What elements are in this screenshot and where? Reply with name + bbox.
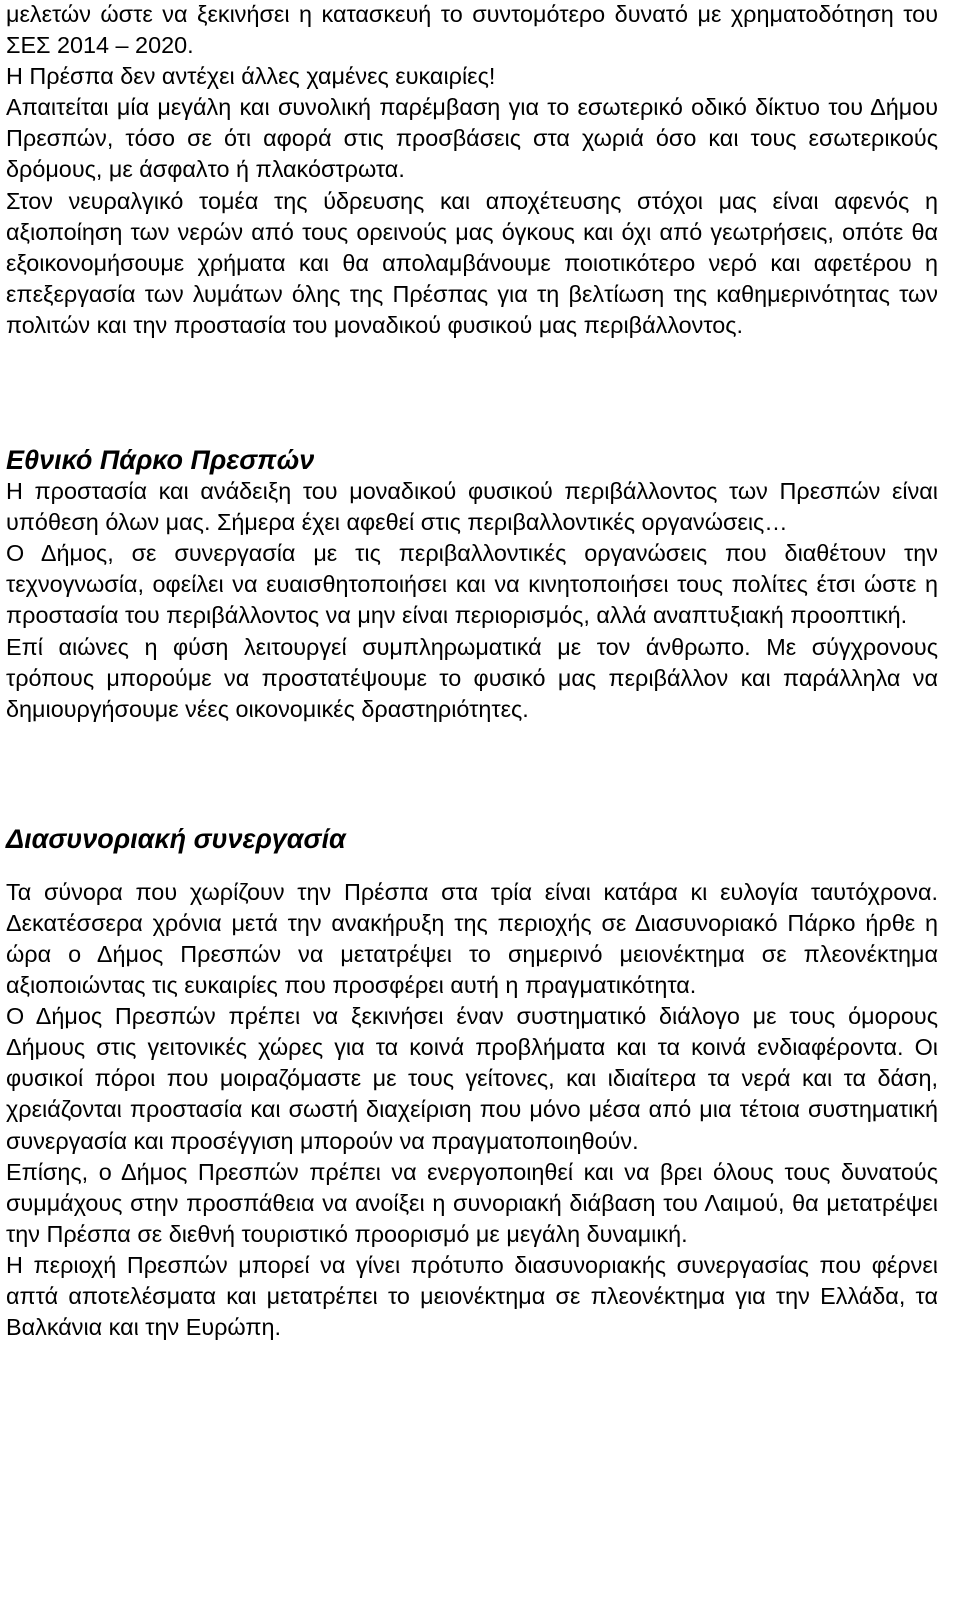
paragraph: μελετών ώστε να ξεκινήσει η κατασκευή το συντομότερο δυνατό με χρηματοδότηση του ΣΕΣ 2014 – 2020. [6, 1, 938, 59]
paragraph: Επίσης, ο Δήμος Πρεσπών πρέπει να ενεργοποιηθεί και να βρει όλους τους δυνατούς συμμάχους στην προσπάθεια να ανοίξει η συνοριακή διάβαση του Λαιμού, θα μετατρέψει την Πρέσπα σε διεθνή τουριστικό προορισμό με μεγάλη δυναμική. [6, 1158, 938, 1247]
paragraph: Ο Δήμος, σε συνεργασία με τις περιβαλλοντικές οργανώσεις που διαθέτουν την τεχνογνωσία, οφείλει να ευαισθητοποιήσει και να κινητοποιήσει τους πολίτες έτσι ώστε η προστασία του περιβάλλοντος να μην είναι περιορισμός, αλλά αναπτυξιακή προοπτική. [6, 540, 938, 629]
paragraph: Τα σύνορα που χωρίζουν την Πρέσπα στα τρία είναι κατάρα κι ευλογία ταυτόχρονα. Δεκατέσσερα χρόνια μετά την ανακήρυξη της περιοχής σε Διασυνοριακό Πάρκο ήρθε η ώρα ο Δήμος Πρεσπών να μετατρέψει το σημερινό μειονέκτημα σε πλεονέκτημα αξιοποιώντας τις ευκαιρίες που προσφέρει αυτή η πραγματικότητα. [6, 878, 938, 999]
paragraph: Η προστασία και ανάδειξη του μοναδικού φυσικού περιβάλλοντος των Πρεσπών είναι υπόθεση όλων μας. Σήμερα έχει αφεθεί στις περιβαλλοντικές οργανώσεις… [6, 478, 938, 536]
section-heading-national-park: Εθνικό Πάρκο Πρεσπών [6, 445, 315, 476]
paragraph: Στον νευραλγικό τομέα της ύδρευσης και αποχέτευσης στόχοι μας είναι αφενός η αξιοποίηση των νερών από τους ορεινούς μας όγκους και όχι από γεωτρήσεις, οπότε θα εξοικονομήσουμε χρήματα και θα απολαμβάνουμε ποιοτικότερο νερό και αφετέρου η επεξεργασία των λυμάτων όλης της Πρέσπας για τη βελτίωση της καθημερινότητας των πολιτών και την προστασία του μοναδικού φυσικού μας περιβάλλοντος. [6, 187, 938, 338]
heading-spacer [6, 855, 938, 877]
paragraph: Απαιτείται μία μεγάλη και συνολική παρέμβαση για το εσωτερικό οδικό δίκτυο του Δήμου Πρεσπών, τόσο σε ότι αφορά στις προσβάσεις στα χωριά όσο και τους εσωτερικούς δρόμους, με άσφαλτο ή πλακόστρωτα. [6, 94, 938, 183]
paragraph: Η Πρέσπα δεν αντέχει άλλες χαμένες ευκαιρίες! [6, 63, 496, 90]
paragraph: Επί αιώνες η φύση λειτουργεί συμπληρωματικά με τον άνθρωπο. Με σύγχρονους τρόπους μπορούμε να προστατέψουμε το φυσικό μας περιβάλλον και παράλληλα να δημιουργήσουμε νέες οικονομικές δραστηριότητες. [6, 633, 938, 722]
section-heading-cross-border-cooperation: Διασυνοριακή συνεργασία [6, 823, 346, 854]
paragraph: Ο Δήμος Πρεσπών πρέπει να ξεκινήσει έναν συστηματικό διάλογο με τους όμορους Δήμους στις γειτονικές χώρες για τα κοινά προβλήματα και τα κοινά ενδιαφέροντα. Οι φυσικοί πόροι που μοιραζόμαστε με τους γείτονες, και ιδιαίτερα τα νερά και τα δάση, χρειάζονται προστασία και σωστή διαχείριση που μόνο μέσα από μια τέτοια συστηματική συνεργασία και προσέγγιση μπορούν να πραγματοποιηθούν. [6, 1003, 938, 1154]
document-page [6, 0, 938, 1343]
paragraph: Η περιοχή Πρεσπών μπορεί να γίνει πρότυπο διασυνοριακής συνεργασίας που φέρνει απτά αποτελέσματα και μετατρέπει το μειονέκτημα σε πλεονέκτημα για την Ελλάδα, τα Βαλκάνια και την Ευρώπη. [6, 1251, 938, 1341]
